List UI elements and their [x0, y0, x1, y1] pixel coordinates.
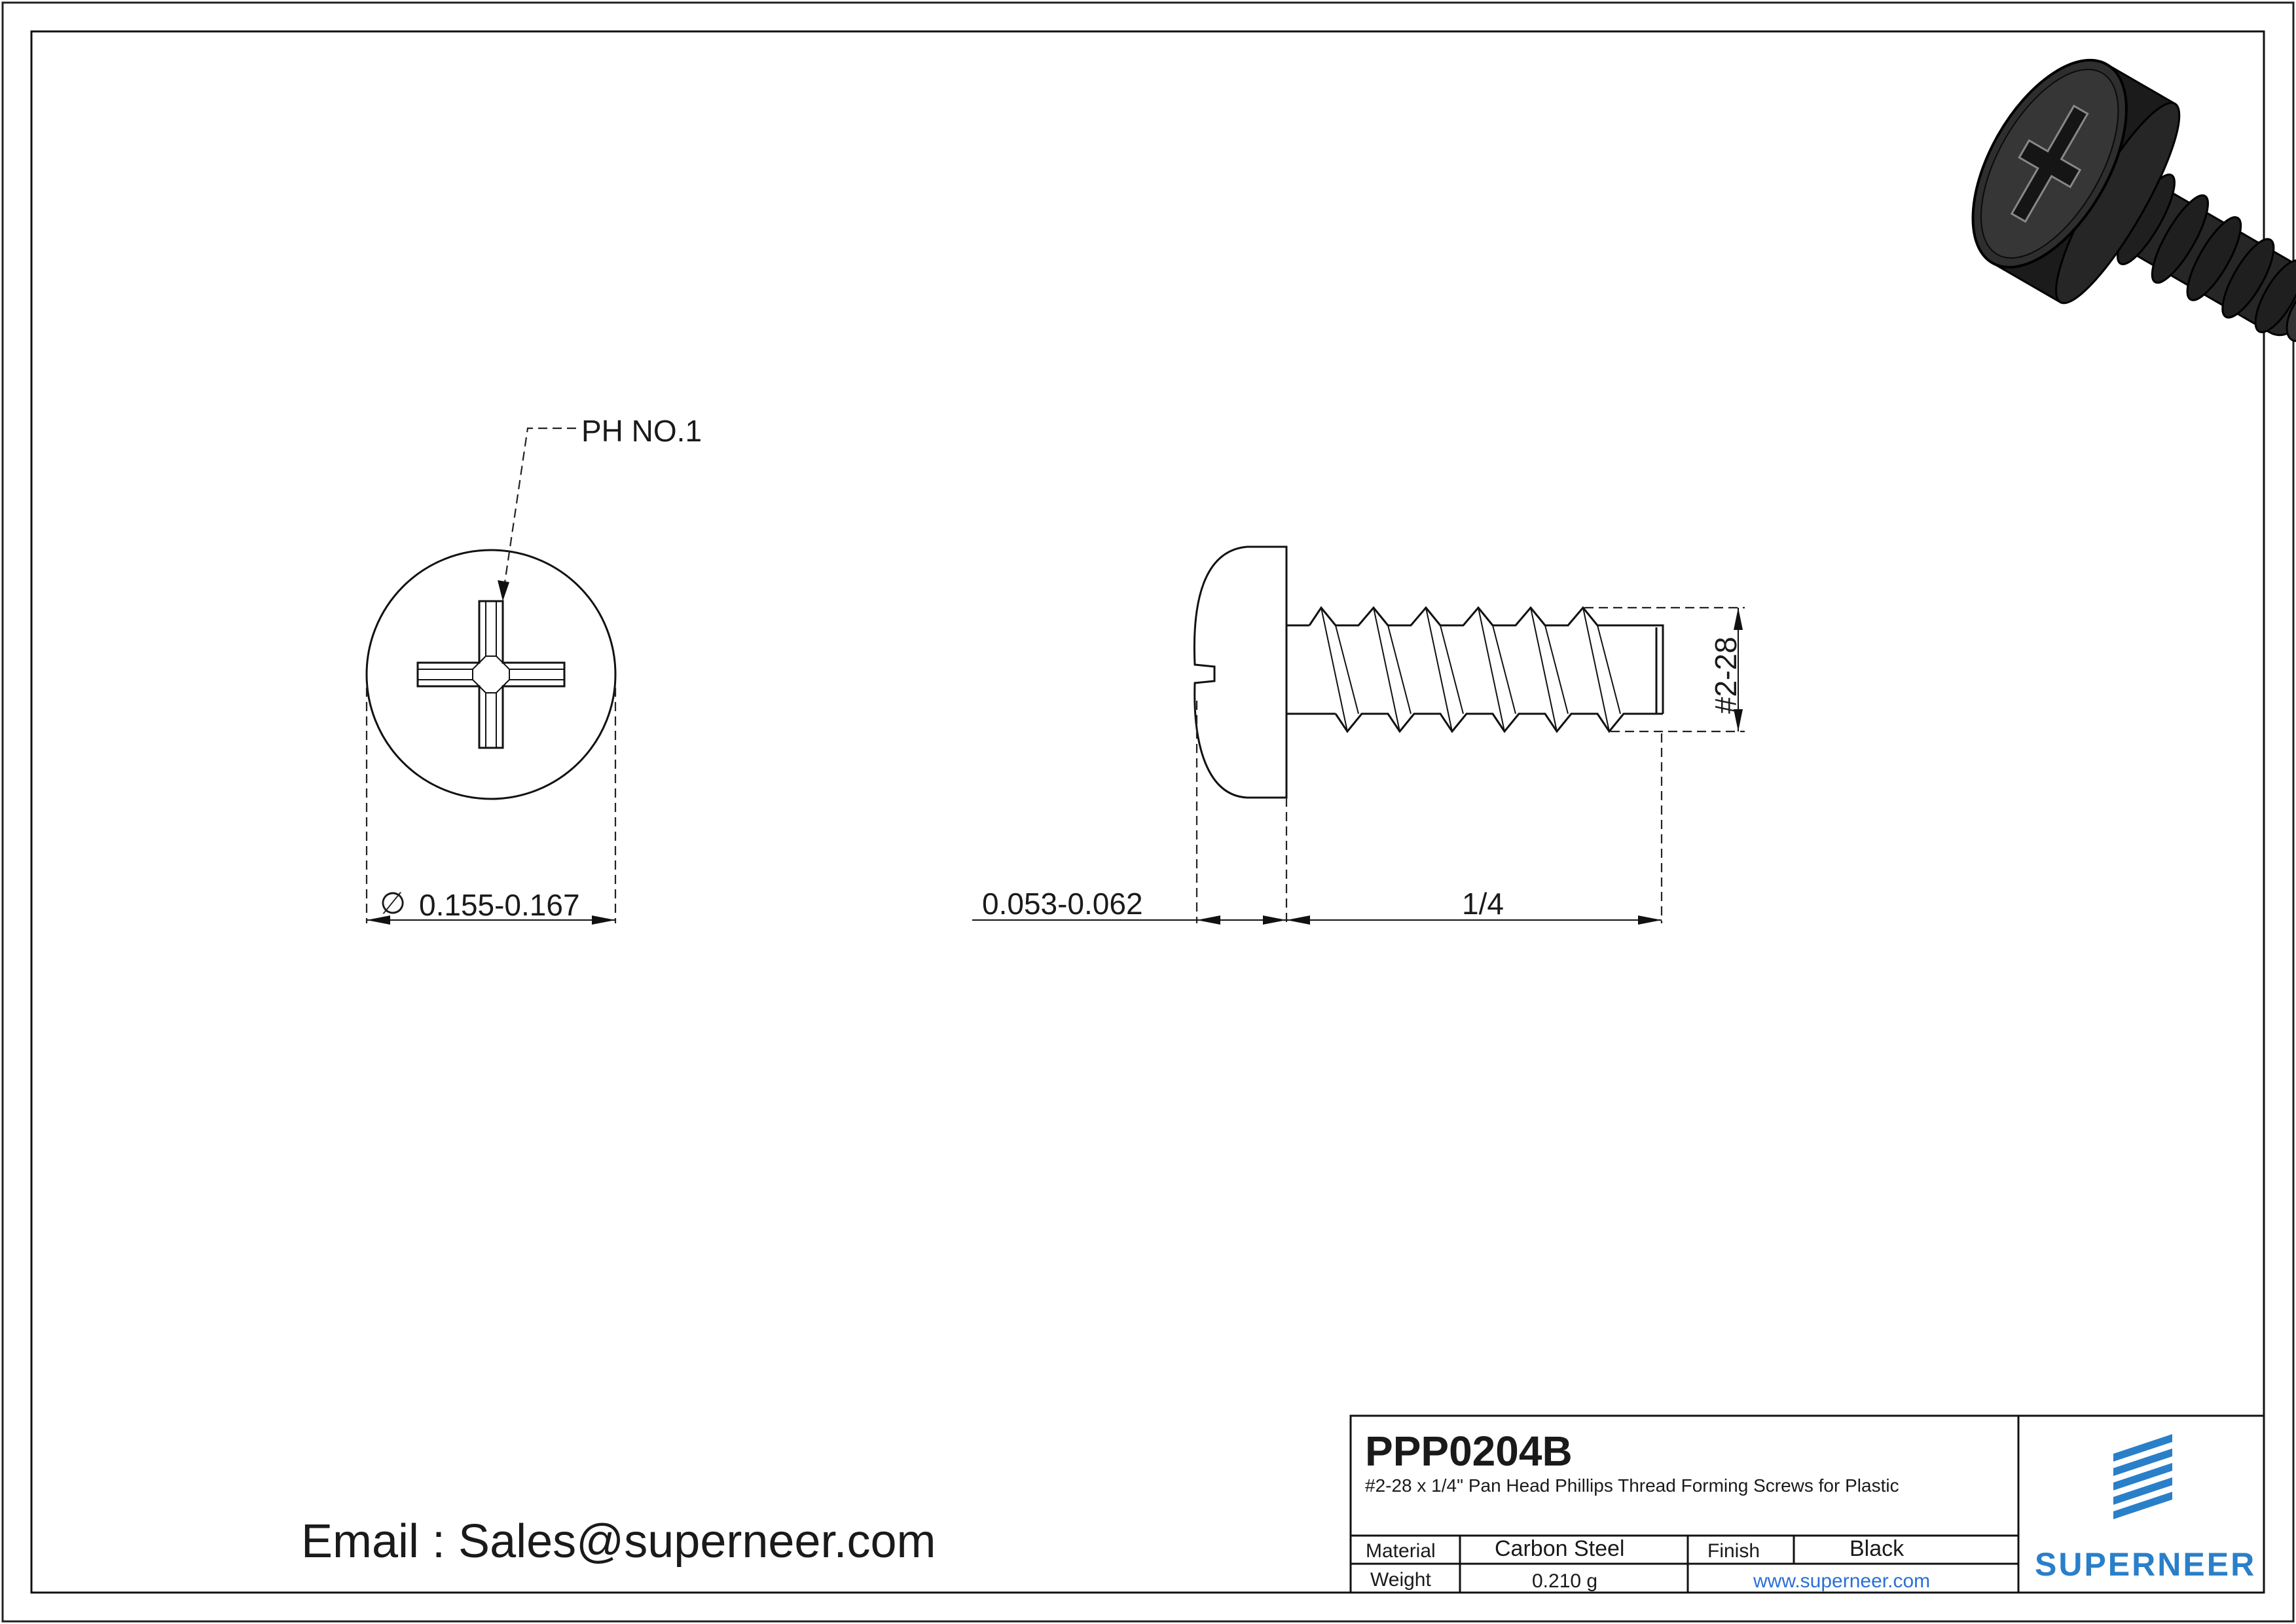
title-block — [1351, 1416, 2264, 1593]
leader-arrowhead — [498, 580, 509, 601]
weight-label: Weight — [1370, 1569, 1431, 1591]
top-view — [367, 414, 702, 925]
phillips-recess — [418, 601, 564, 748]
finish-label: Finish — [1707, 1540, 1760, 1562]
length-label: 1/4 — [1462, 887, 1504, 921]
material-value: Carbon Steel — [1495, 1536, 1625, 1561]
diameter-dimension-label: 0.155-0.167 — [419, 888, 580, 922]
outer-border — [3, 3, 2293, 1621]
website-link[interactable]: www.superneer.com — [1753, 1570, 1931, 1592]
drive-callout-leader — [503, 428, 576, 596]
part-number: PPP0204B — [1365, 1428, 1573, 1475]
thread-profile — [1309, 608, 1663, 627]
screw-tip — [1656, 627, 1663, 714]
weight-value: 0.210 g — [1532, 1570, 1598, 1592]
material-label: Material — [1366, 1540, 1436, 1562]
finish-value: Black — [1850, 1536, 1904, 1561]
pan-head-profile — [1194, 547, 1286, 798]
drive-callout-label: PH NO.1 — [581, 414, 702, 448]
side-view — [972, 547, 1745, 925]
brand-name: SUPERNEER — [2035, 1546, 2257, 1583]
head-outline-circle — [367, 550, 615, 799]
email-line: Email : Sales@superneer.com — [301, 1515, 936, 1568]
screw-3d-render — [1941, 35, 2296, 420]
thread-size-label: #2-28 — [1709, 637, 1743, 714]
head-height-label: 0.053-0.062 — [982, 887, 1143, 921]
diameter-symbol: ∅ — [380, 886, 407, 920]
part-description: #2-28 x 1/4" Pan Head Phillips Thread Forming Screws for Plastic — [1365, 1475, 1899, 1496]
